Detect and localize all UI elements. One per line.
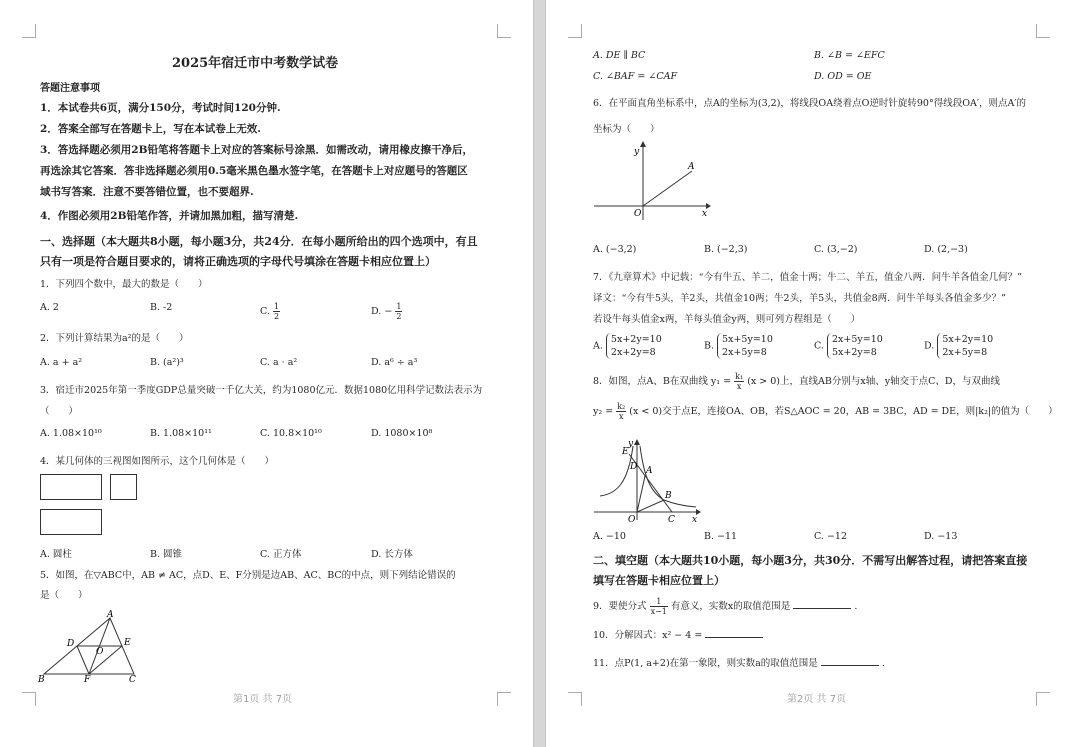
corner-mark <box>1036 692 1050 706</box>
segment-oa <box>643 171 692 206</box>
fraction <box>616 402 626 421</box>
equation-system <box>606 333 662 359</box>
label-c: C <box>668 515 675 524</box>
equation-system <box>937 333 993 359</box>
fraction <box>273 302 280 321</box>
q11-text: 11．点P(1, a+2)在第一象限，则实数a的取值范围是 <box>593 658 818 669</box>
y-label: y <box>634 147 640 157</box>
corner-mark <box>497 24 511 38</box>
segment-df <box>77 646 89 674</box>
question-4-stem: 4．某几何体的三视图如图所示，这个几何体是（ ） <box>40 456 275 467</box>
denominator: x <box>736 382 742 391</box>
y-axis-arrow <box>634 439 640 445</box>
top-view-rectangle <box>40 509 102 535</box>
notice-heading: 答题注意事项 <box>40 83 100 94</box>
origin-label: O <box>628 515 636 524</box>
q6-option-c: C. (3,−2) <box>814 244 858 255</box>
origin-label: O <box>634 209 642 219</box>
equation-system <box>717 333 773 359</box>
q4-option-a: A. 圆柱 <box>40 549 72 560</box>
q4-option-b: B. 圆锥 <box>150 549 183 560</box>
option-label: C. <box>814 340 824 352</box>
corner-mark <box>22 692 36 706</box>
q3-option-a: A. 1.08×10¹⁰ <box>40 428 102 439</box>
q8-text: y₂ = <box>593 406 614 417</box>
question-8-stem-cont <box>593 402 1058 421</box>
q8-option-a: A. −10 <box>593 531 626 542</box>
q2-option-a: A. a + a² <box>40 357 83 368</box>
label-d: D <box>630 462 638 472</box>
q8-option-b: B. −11 <box>704 531 738 542</box>
section-heading: 二、填空题（本大题共10小题，每小题3分，共30分．不需写出解答过程，请把答案直接 <box>593 554 1028 567</box>
x-label: x <box>692 515 698 524</box>
point-a-label: A <box>688 162 695 172</box>
q4-option-d: D. 长方体 <box>371 549 413 560</box>
question-5-stem: 5．如图，在▽ABC中，AB ≠ AC，点D、E、F分别是边AB、AC、BC的中点，则下列结论错误的 <box>40 570 456 581</box>
q7-option-c <box>814 333 883 359</box>
q5-option-d: D. OD = OE <box>814 71 872 82</box>
q2-option-d: D. a⁶ ÷ a³ <box>371 357 418 368</box>
section-heading: 一、选择题（本大题共8小题，每小题3分，共24分．在每小题所给出的四个选项中，有且 <box>40 235 478 248</box>
section-heading: 只有一项是符合题目要求的，请将正确选项的字母代号填涂在答题卡相应位置上） <box>40 255 436 268</box>
label-c: C <box>129 675 136 684</box>
q7-option-a <box>593 333 662 359</box>
label-o: O <box>96 647 104 657</box>
q11-text: . <box>881 658 885 669</box>
numerator: k₂ <box>617 402 626 411</box>
notice-line: 4．作图必须用2B铅笔作答，并请加黑加粗，描写清楚. <box>40 210 299 222</box>
q8-hyperbola-figure <box>592 436 712 524</box>
side-view-square <box>110 474 137 500</box>
q5-option-a: A. DE ∥ BC <box>593 50 646 61</box>
q4-option-c: C. 正方体 <box>260 549 302 560</box>
label-a: A <box>646 466 653 476</box>
notice-line: 1．本试卷共6页，满分150分，考试时间120分钟. <box>40 102 281 114</box>
denominator: x−1 <box>650 607 667 616</box>
fraction <box>395 302 402 321</box>
page-footer: 第1页 共 7页 <box>233 694 293 705</box>
answer-blank[interactable] <box>821 657 879 666</box>
y-label: y <box>628 439 634 449</box>
notice-line: 3．答选择题必须用2B铅笔将答题卡上对应的答案标号涂黑．如需改动，请用橡皮擦干净后， <box>40 144 473 156</box>
page-2 <box>546 0 1080 747</box>
label-e: E <box>622 447 629 457</box>
equation: 5x+2y=8 <box>831 347 877 358</box>
q7-option-b <box>704 333 773 359</box>
denominator: x <box>618 412 624 421</box>
numerator: k₁ <box>735 372 744 381</box>
option-label: D. − <box>371 306 393 317</box>
corner-mark <box>568 692 582 706</box>
question-10 <box>593 627 763 641</box>
page-title: 2025年宿迁市中考数学试卷 <box>172 56 339 71</box>
question-7-setup: 若设牛每头值金x两，羊每头值金y两，则可列方程组是（ ） <box>593 314 861 325</box>
notice-line: 域书写答案．注意不要答错位置，也不要超界. <box>40 186 254 198</box>
triangle-figure <box>36 608 146 684</box>
q9-text: 9．要使分式 <box>593 601 647 612</box>
q3-option-b: B. 1.08×10¹¹ <box>150 428 212 439</box>
q1-option-d <box>371 302 402 321</box>
notice-line: 再选涂其它答案．答非选择题必须用0.5毫米黑色墨水签字笔，在答题卡上对应题号的答题区 <box>40 165 468 177</box>
corner-mark <box>497 692 511 706</box>
label-a: A <box>107 610 114 620</box>
question-11 <box>593 655 885 669</box>
q1-option-c <box>260 302 280 321</box>
question-1-stem: 1．下列四个数中，最大的数是（ ） <box>40 279 208 290</box>
equation-system <box>827 333 883 359</box>
label-e: E <box>124 638 131 648</box>
q6-option-a: A. (−3,2) <box>593 244 637 255</box>
corner-mark <box>1036 24 1050 38</box>
fraction <box>734 372 744 391</box>
q6-option-d: D. (2,−3) <box>924 244 968 255</box>
numerator: 1 <box>273 302 280 311</box>
q9-text: . <box>854 601 858 612</box>
equation: 5x+2y=10 <box>942 334 994 345</box>
option-label: D. <box>924 340 935 352</box>
q7-option-d <box>924 333 993 359</box>
section-heading: 填写在答题卡相应位置上） <box>593 574 725 587</box>
q1-option-b: B. -2 <box>150 302 173 313</box>
question-2-stem: 2．下列计算结果为a²的是（ ） <box>40 333 189 344</box>
q2-option-b: B. (a²)³ <box>150 357 184 368</box>
y-axis-arrow <box>640 141 646 147</box>
q9-text: 有意义，实数x的取值范围是 <box>670 601 791 612</box>
question-9 <box>593 597 857 616</box>
q5-option-c: C. ∠BAF = ∠CAF <box>593 71 678 82</box>
q3-option-d: D. 1080×10⁸ <box>371 428 433 439</box>
q6-coordinate-figure <box>592 138 712 222</box>
answer-blank[interactable] <box>705 629 763 638</box>
label-f: F <box>84 675 91 684</box>
q2-option-c: C. a · a² <box>260 357 298 368</box>
question-6-stem: 6．在平面直角坐标系中，点A的坐标为(3,2)，将线段OA绕着点O逆时针旋转90°得线段OA′，则点A′的 <box>593 98 1027 109</box>
segment-ob <box>637 500 664 512</box>
x-label: x <box>702 209 708 219</box>
equation: 5x+5y=10 <box>722 334 773 345</box>
option-label: C. <box>260 306 270 317</box>
answer-blank[interactable] <box>793 600 851 609</box>
denominator: 2 <box>273 312 280 321</box>
segment-oa <box>637 476 645 512</box>
equation: 5x+2y=10 <box>610 334 662 345</box>
numerator: 1 <box>650 597 668 607</box>
q1-option-a: A. 2 <box>40 302 59 313</box>
q8-option-c: C. −12 <box>814 531 848 542</box>
question-7-translation: 译文：“今有牛5头，羊2头，共值金10两；牛2头，羊5头，共值金8两．问牛羊每头各值金多少？” <box>593 293 1007 304</box>
option-label: A. <box>593 340 603 352</box>
front-view-rectangle <box>40 474 102 500</box>
page-1 <box>0 0 533 747</box>
q8-text: 8．如图，点A、B在双曲线 y₁ = <box>593 376 732 387</box>
denominator: 2 <box>396 312 402 321</box>
q8-text: (x > 0)上，直线AB分别与x轴、y轴交于点C、D，与双曲线 <box>747 376 1000 387</box>
equation: 2x+5y=10 <box>831 334 883 345</box>
q8-option-d: D. −13 <box>924 531 958 542</box>
label-b: B <box>38 675 45 684</box>
question-5-stem-cont: 是（ ） <box>40 590 88 601</box>
question-7-stem: 7．《九章算术》中记载：“今有牛五、羊二，值金十两；牛二、羊五，值金八两．问牛羊各值金几何？” <box>593 272 1023 283</box>
q5-option-b: B. ∠B = ∠EFC <box>814 50 885 61</box>
fraction <box>650 597 668 616</box>
corner-mark <box>568 24 582 38</box>
question-8-stem <box>593 372 1000 391</box>
label-b: B <box>665 491 672 501</box>
equation: 2x+5y=8 <box>722 347 767 358</box>
equation: 2x+2y=8 <box>610 347 656 358</box>
question-3-stem-cont: （ ） <box>40 406 79 417</box>
notice-line: 2．答案全部写在答题卡上，写在本试卷上无效. <box>40 123 261 135</box>
numerator: 1 <box>396 302 402 311</box>
q10-text: 10．分解因式：x² − 4 = <box>593 630 703 641</box>
corner-mark <box>22 24 36 38</box>
question-3-stem: 3．宿迁市2025年第一季度GDP总量突破一千亿大关，约为1080亿元．数据1080亿用科学记数法表示为 <box>40 385 483 396</box>
page-gutter <box>533 0 546 747</box>
label-d: D <box>67 639 75 649</box>
equation: 2x+5y=8 <box>942 347 988 358</box>
question-6-stem-cont: 坐标为（ ） <box>593 124 660 135</box>
option-label: B. <box>704 340 715 352</box>
q3-option-c: C. 10.8×10¹⁰ <box>260 428 322 439</box>
q6-option-b: B. (−2,3) <box>704 244 748 255</box>
page-footer: 第2页 共 7页 <box>787 694 847 705</box>
q8-text: (x < 0)交于点E，连接OA、OB，若S△AOC = 20，AB = 3BC，AD = DE，则|k₂|的值为（ ） <box>629 406 1058 417</box>
